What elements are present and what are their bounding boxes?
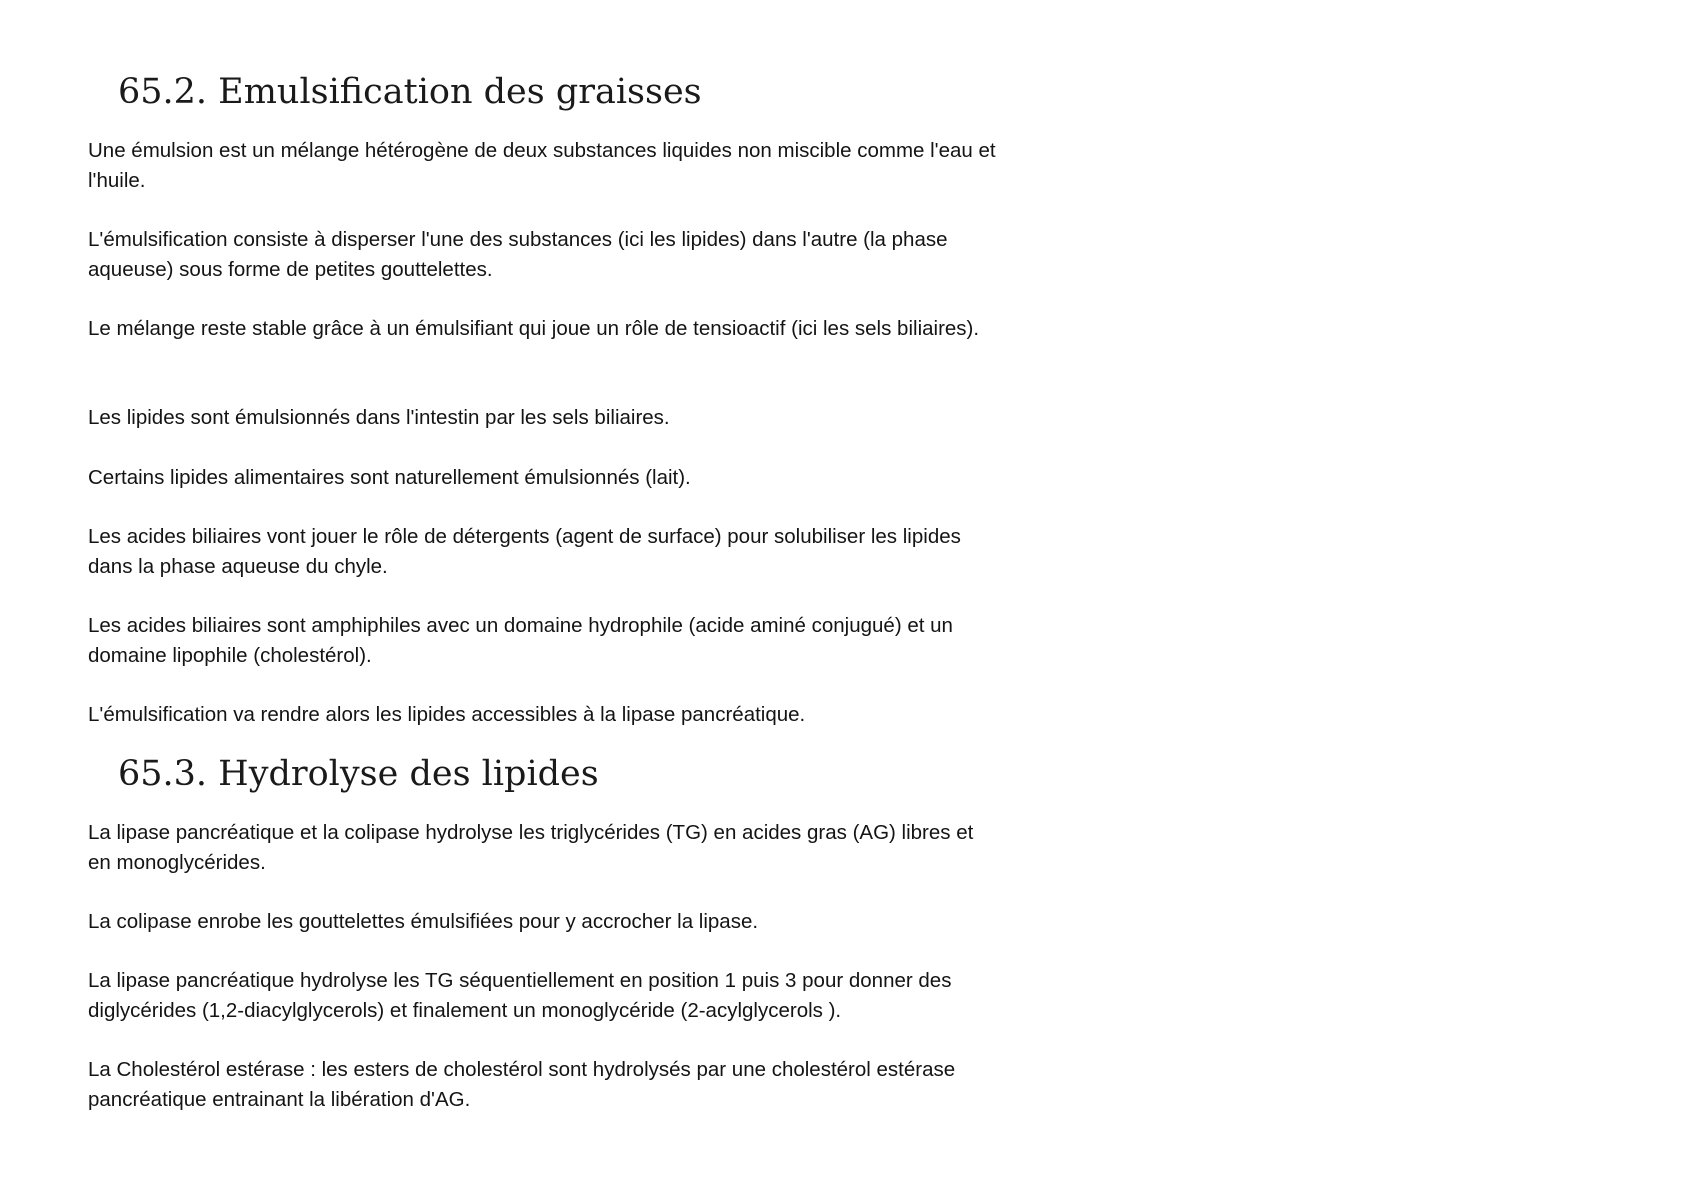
paragraph-lipase-colipase: La lipase pancréatique et la colipase hydrolyse les triglycérides (TG) en acides gras (AG) libres et en monoglycérides. bbox=[88, 821, 974, 874]
paragraph-stable-mixture: Le mélange reste stable grâce à un émulsifiant qui joue un rôle de tensioactif (ici les sels biliaires). bbox=[88, 317, 980, 340]
paragraph-natural-emulsion: Certains lipides alimentaires sont naturellement émulsionnés (lait). bbox=[88, 466, 691, 489]
paragraph-intestine-emulsion: Les lipides sont émulsionnés dans l'intestin par les sels biliaires. bbox=[88, 406, 670, 429]
paragraph-bile-acids-detergents: Les acides biliaires vont jouer le rôle de détergents (agent de surface) pour solubiliser les lipides dans la phase aqueuse du chyle. bbox=[88, 525, 961, 578]
paragraph-bile-acids-amphiphiles: Les acides biliaires sont amphiphiles avec un domaine hydrophile (acide aminé conjugué) et un domaine lipophile (cholestérol). bbox=[88, 614, 953, 667]
paragraph-emulsification-process: L'émulsification consiste à disperser l'une des substances (ici les lipides) dans l'autre (la phase aqueuse) sous forme de petites gouttelettes. bbox=[88, 228, 948, 281]
paragraph-sequential-hydrolysis: La lipase pancréatique hydrolyse les TG séquentiellement en position 1 puis 3 pour donner des diglycérides (1,2-diacylglycerols) et finalement un monoglycéride (2-acylglycerols ). bbox=[88, 969, 952, 1022]
paragraph-colipase-role: La colipase enrobe les gouttelettes émulsifiées pour y accrocher la lipase. bbox=[88, 910, 759, 933]
section-title-hydrolysis: 65.3. Hydrolyse des lipides bbox=[118, 754, 599, 794]
section-title-emulsification: 65.2. Emulsification des graisses bbox=[118, 72, 702, 112]
paragraph-lipase-access: L'émulsification va rendre alors les lipides accessibles à la lipase pancréatique. bbox=[88, 703, 806, 726]
paragraph-cholesterol-esterase: La Cholestérol estérase : les esters de cholestérol sont hydrolysés par une cholestérol estérase pancréatique entrainant la libération d'AG. bbox=[88, 1058, 956, 1111]
paragraph-emulsion-definition: Une émulsion est un mélange hétérogène de deux substances liquides non miscible comme l'eau et l'huile. bbox=[88, 139, 996, 192]
